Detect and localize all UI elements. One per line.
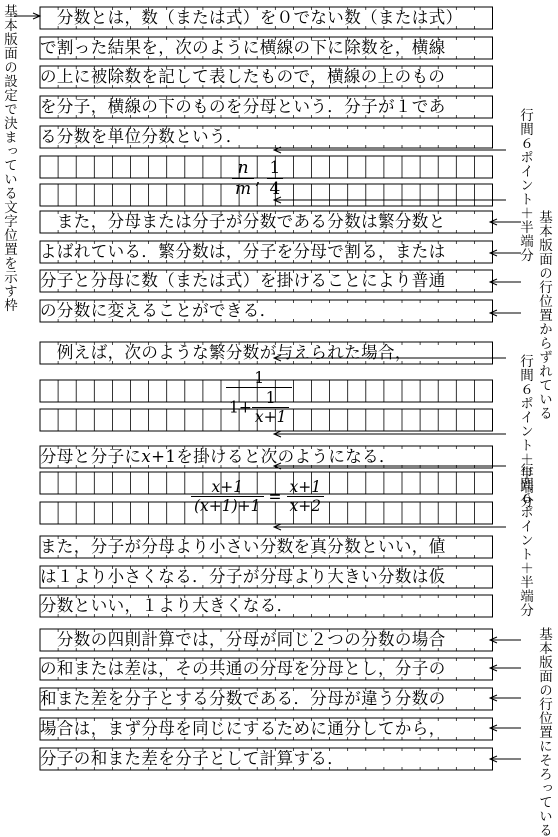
text-line-with-variable [40,446,396,468]
numerator: x+1 [211,478,244,496]
denominator: x+1 [252,407,290,426]
text-line: 分子と分母に数（または式）を掛けることにより普通 [40,271,446,290]
denominator: x+2 [287,496,325,515]
fraction-n-over-m [232,158,254,199]
comma: , [255,168,261,189]
text-line: の上に被除数を記して表したもので，横線の上のもの [40,67,446,86]
text-line: 和また差を分子とする分数である．分母が違う分数の [40,689,446,708]
text-line: を分子，横線の下のものを分母という．分子が１であ [40,97,446,116]
text-line: 分子の和また差を分子として計算する． [40,749,345,768]
offset-annotation: 基本版面の行位置からずれている [536,210,552,420]
numerator: 1 [265,389,276,407]
text-line: る分数を単位分数という． [40,127,243,146]
plus-sign: + [238,398,252,417]
numerator: 1 [254,369,265,387]
text-line: 分数といい，１より大きくなる． [40,596,294,615]
text-line: 分数の四則計算では，分母が同じ２つの分数の場合 [40,630,446,649]
formula-constant: +1 [151,447,177,466]
text-line: また，分母または分子が分数である分数は繁分数と [40,212,446,231]
denominator: (x+1)+1 [191,496,264,515]
spacing-annotation: 行間６ポイント＋半端分 [517,108,533,262]
text-segment: を掛けると次のようになる． [176,447,396,466]
formula-unit-fractions [232,158,283,199]
one: 1 [229,398,239,417]
fraction-one-quarter [267,158,284,199]
fraction-left [191,478,264,515]
text-line: の分数に変えることができる． [40,301,277,320]
spacing-annotation: 行間６ポイント＋半端分 [517,354,533,508]
text-line: で割った結果を，次のように横線の下に除数を，横線 [40,38,446,57]
outer-fraction [226,369,292,426]
numerator: n [237,158,249,178]
denominator: m [232,178,254,199]
text-line: 分数とは，数（または式）を０でない数（または式） [40,8,463,27]
text-line: よばれている．繁分数は，分子を分母で割る，または [40,242,446,261]
left-annotation: 基本版面の設定で決まっている文字位置を示す枠 [1,4,17,312]
spacing-annotation: 行間６ポイント＋半端分 [517,463,533,617]
denominator [226,387,292,426]
formula-variable: x [141,447,152,466]
text-line: 場合は，まず分母を同じにするために通分してから， [40,719,446,738]
text-line: は１より小さくなる．分子が分母より大きい分数は仮 [40,567,446,586]
aligned-annotation: 基本版面の行位置にそろっている [536,627,552,837]
text-line: 例えば，次のような繁分数が与えられた場合， [40,343,412,362]
formula-equation [191,478,324,515]
inner-fraction [252,389,290,426]
denominator: 4 [267,178,284,199]
fraction-right [287,478,325,515]
equals-sign: = [268,487,282,506]
text-line: また，分子が分母より小さい分数を真分数といい，値 [40,537,446,556]
formula-complex-fraction [226,369,292,426]
numerator: 1 [269,158,281,178]
text-segment: 分母と分子に [40,447,142,466]
text-line: の和または差は，その共通の分母を分母とし，分子の [40,659,446,678]
numerator: x+1 [289,478,322,496]
